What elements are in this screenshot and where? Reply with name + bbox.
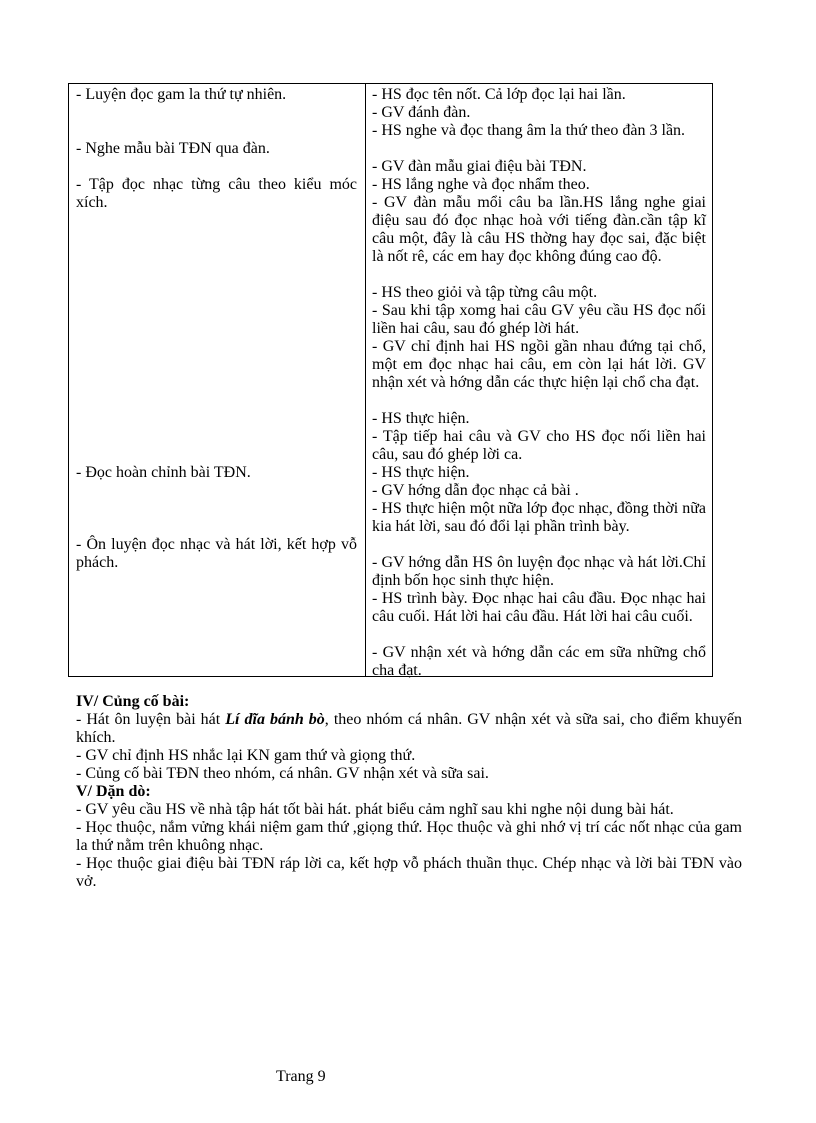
ts-item-1: - HS đọc tên nốt. Cả lớp đọc lại hai lần. [372, 86, 626, 103]
teacher-student-column [366, 84, 712, 679]
ts-item-16: - HS trình bày. Đọc nhạc hai câu đầu. Đọc nhạc hai câu cuối. Hát lời hai câu đầu. Hát lời hai câu cuối. [372, 590, 706, 625]
ts-item-7: - HS theo giỏi và tập từng câu một. [372, 284, 598, 301]
activity-5: - Ôn luyện đọc nhạc và hát lời, kết hợp vỗ phách. [76, 536, 357, 571]
page-number: Trang 9 [276, 1068, 326, 1085]
ts-item-12: - HS thực hiện. [372, 464, 470, 481]
ts-item-8: - Sau khi tập xomg hai câu GV yêu cầu HS đọc nối liền hai câu, sau đó ghép lời hát. [372, 302, 706, 337]
ts-item-11: - Tập tiếp hai câu và GV cho HS đọc nối liền hai câu, sau đó ghép lời ca. [372, 428, 706, 463]
section5-paragraph-3: - Học thuộc giai điệu bài TĐN ráp lời ca, kết hợp vỗ phách thuần thục. Chép nhạc và lời bài TĐN vào vở. [76, 855, 742, 890]
section5-paragraph-2: - Học thuộc, nắm vửng khái niệm gam thứ ,giọng thứ. Học thuộc và ghi nhớ vị trí các nốt nhạc của gam la thứ nằm trên khuông nhạc. [76, 819, 742, 854]
ts-item-2: - GV đánh đàn. [372, 104, 471, 121]
ts-item-14: - HS thực hiện một nữa lớp đọc nhạc, đồng thời nữa kia hát lời, sau đó đổi lại phần trình bày. [372, 500, 706, 535]
section5-paragraph-1: - GV yêu cầu HS về nhà tập hát tốt bài hát. phát biểu cảm nghĩ sau khi nghe nội dung bài hát. [76, 801, 674, 818]
lesson-table [68, 83, 713, 677]
ts-item-5: - HS lắng nghe và đọc nhẩm theo. [372, 176, 590, 193]
ts-item-6: - GV đàn mẫu mổi câu ba lần.HS lắng nghe giai điệu sau đó đọc nhạc hoà với tiếng đàn.cần tập kĩ câu một, đây là câu HS thờng hay đọc sai, đặc biệt là nốt rê, các em hay đọc không đúng cao độ. [372, 194, 706, 265]
ts-item-10: - HS thực hiện. [372, 410, 470, 427]
section4-p1-before: - Hát ôn luyện bài hát [76, 711, 226, 728]
ts-item-15: - GV hớng dẫn HS ôn luyện đọc nhạc và hát lời.Chỉ định bốn học sinh thực hiện. [372, 554, 706, 589]
ts-item-3: - HS nghe và đọc thang âm la thứ theo đàn 3 lần. [372, 122, 686, 139]
activity-3: - Tập đọc nhạc từng câu theo kiểu móc xích. [76, 176, 357, 211]
activity-4: - Đọc hoàn chỉnh bài TĐN. [76, 464, 251, 481]
section4-paragraph-1 [76, 711, 742, 747]
ts-item-9: - GV chỉ định hai HS ngồi gần nhau đứng tại chổ, một em đọc nhạc hai câu, em còn lại hát lời. GV nhận xét và hớng dẫn các thực hiện lại chổ cha đạt. [372, 338, 706, 391]
section-consolidation [76, 693, 742, 891]
ts-item-17: - GV nhận xét và hớng dẫn các em sữa những chổ cha đạt. [372, 644, 706, 679]
section5-heading: V/ Dặn dò: [76, 783, 151, 800]
section4-paragraph-3: - Củng cố bài TĐN theo nhóm, cá nhân. GV nhận xét và sữa sai. [76, 765, 489, 782]
ts-item-13: - GV hớng dẫn đọc nhạc cả bài . [372, 482, 579, 499]
section4-paragraph-2: - GV chỉ định HS nhắc lại KN gam thứ và giọng thứ. [76, 747, 416, 764]
section4-p1-after: , theo nhóm cá nhân. GV nhận xét và sữa sai, cho điểm khuyến khích. [76, 711, 742, 746]
activities-column [69, 84, 366, 676]
song-title: Lí dĩa bánh bò [225, 711, 325, 728]
section4-heading: IV/ Củng cố bài: [76, 693, 190, 710]
ts-item-4: - GV đàn mẫu giai điệu bài TĐN. [372, 158, 587, 175]
activity-2: - Nghe mẫu bài TĐN qua đàn. [76, 140, 270, 157]
activity-1: - Luyện đọc gam la thứ tự nhiên. [76, 86, 287, 103]
